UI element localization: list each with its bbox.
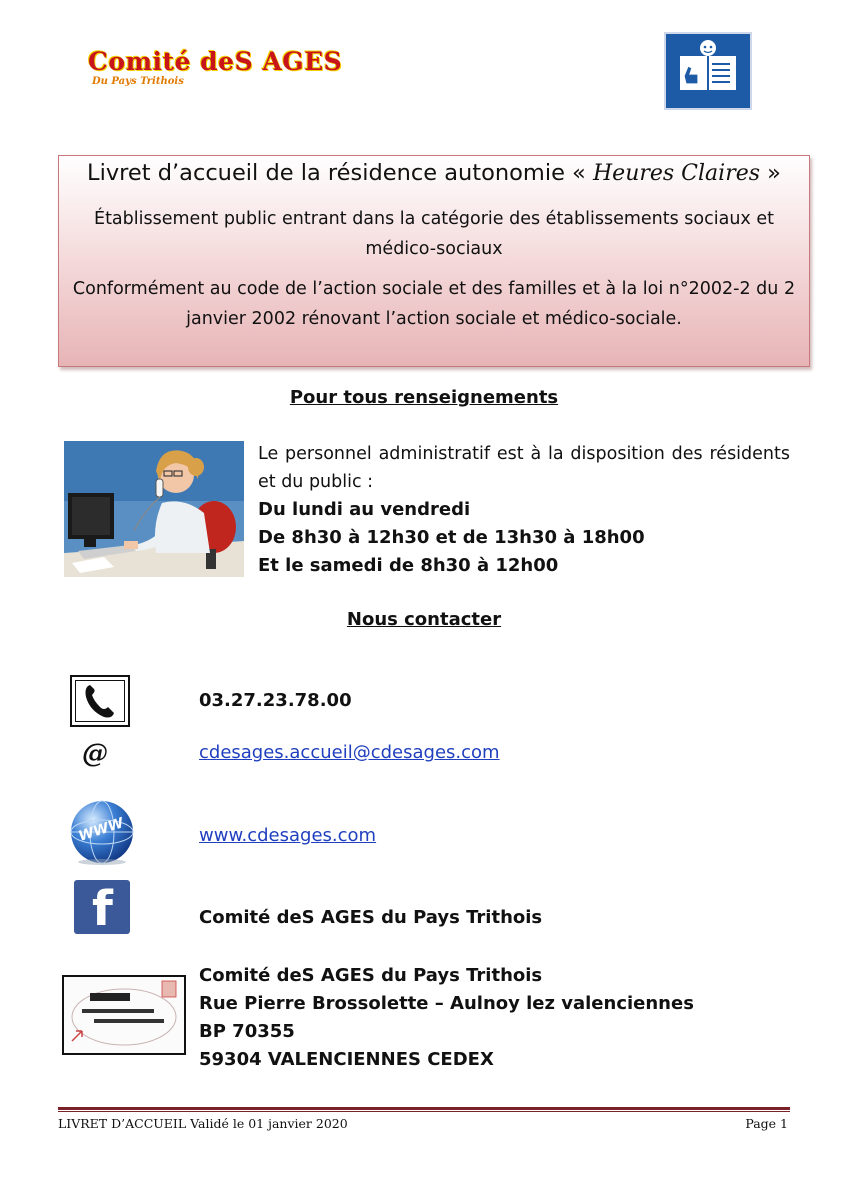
residence-name: Heures Claires <box>592 161 761 186</box>
hours-weekdays: Du lundi au vendredi <box>258 499 471 520</box>
hours-weekday-times: De 8h30 à 12h30 et de 13h30 à 18h00 <box>258 527 645 548</box>
envelope-icon <box>62 975 186 1055</box>
title-prefix: Livret d’accueil de la résidence autonomie « <box>87 160 593 186</box>
address-line-3: BP 70355 <box>199 1021 295 1042</box>
easy-read-icon <box>664 32 752 110</box>
receptionist-illustration <box>64 441 244 577</box>
footer-rule <box>58 1107 790 1110</box>
phone-icon <box>70 675 130 727</box>
header-box <box>58 155 810 367</box>
website-link[interactable]: www.cdesages.com <box>199 825 377 846</box>
hours-saturday: Et le samedi de 8h30 à 12h00 <box>258 555 559 576</box>
www-label: WWW <box>76 815 126 845</box>
page-number: Page 1 <box>745 1116 788 1131</box>
staff-availability: Le personnel administratif est à la disposition des résidents et du public : <box>258 444 790 492</box>
footer-validity: LIVRET D’ACCUEIL Validé le 01 janvier 2020 <box>58 1116 348 1131</box>
logo-subtitle: Du Pays Trithois <box>92 76 184 87</box>
contact-heading: Nous contacter <box>346 609 502 630</box>
address-line-4: 59304 VALENCIENNES CEDEX <box>199 1049 494 1070</box>
postal-address <box>199 962 694 1074</box>
info-heading: Pour tous renseignements <box>289 387 559 408</box>
globe-icon <box>68 798 136 866</box>
address-line-1: Comité deS AGES du Pays Trithois <box>199 965 543 986</box>
title-suffix: » <box>760 160 781 186</box>
phone-number: 03.27.23.78.00 <box>199 690 352 711</box>
facebook-page-name[interactable]: Comité deS AGES du Pays Trithois <box>199 907 543 928</box>
info-block <box>258 440 790 580</box>
logo-name: Comité deS AGES <box>88 47 343 76</box>
document-title <box>59 158 809 189</box>
legal-reference: Conformément au code de l’action sociale et des familles et à la loi n°2002-2 du 2 janvier 2002 rénovant l’action sociale et médico-sociale. <box>72 279 796 329</box>
organization-logo <box>88 48 342 88</box>
facebook-icon <box>74 880 130 937</box>
at-sign-icon: @ <box>82 739 108 769</box>
address-line-2: Rue Pierre Brossolette – Aulnoy lez valenciennes <box>199 993 694 1014</box>
email-link[interactable]: cdesages.accueil@cdesages.com <box>199 742 500 763</box>
facebook-letter: f <box>92 881 113 937</box>
footer-rule-thin <box>58 1111 790 1112</box>
document-subtitle: Établissement public entrant dans la catégorie des établissements sociaux et médico-sociaux <box>94 209 774 259</box>
